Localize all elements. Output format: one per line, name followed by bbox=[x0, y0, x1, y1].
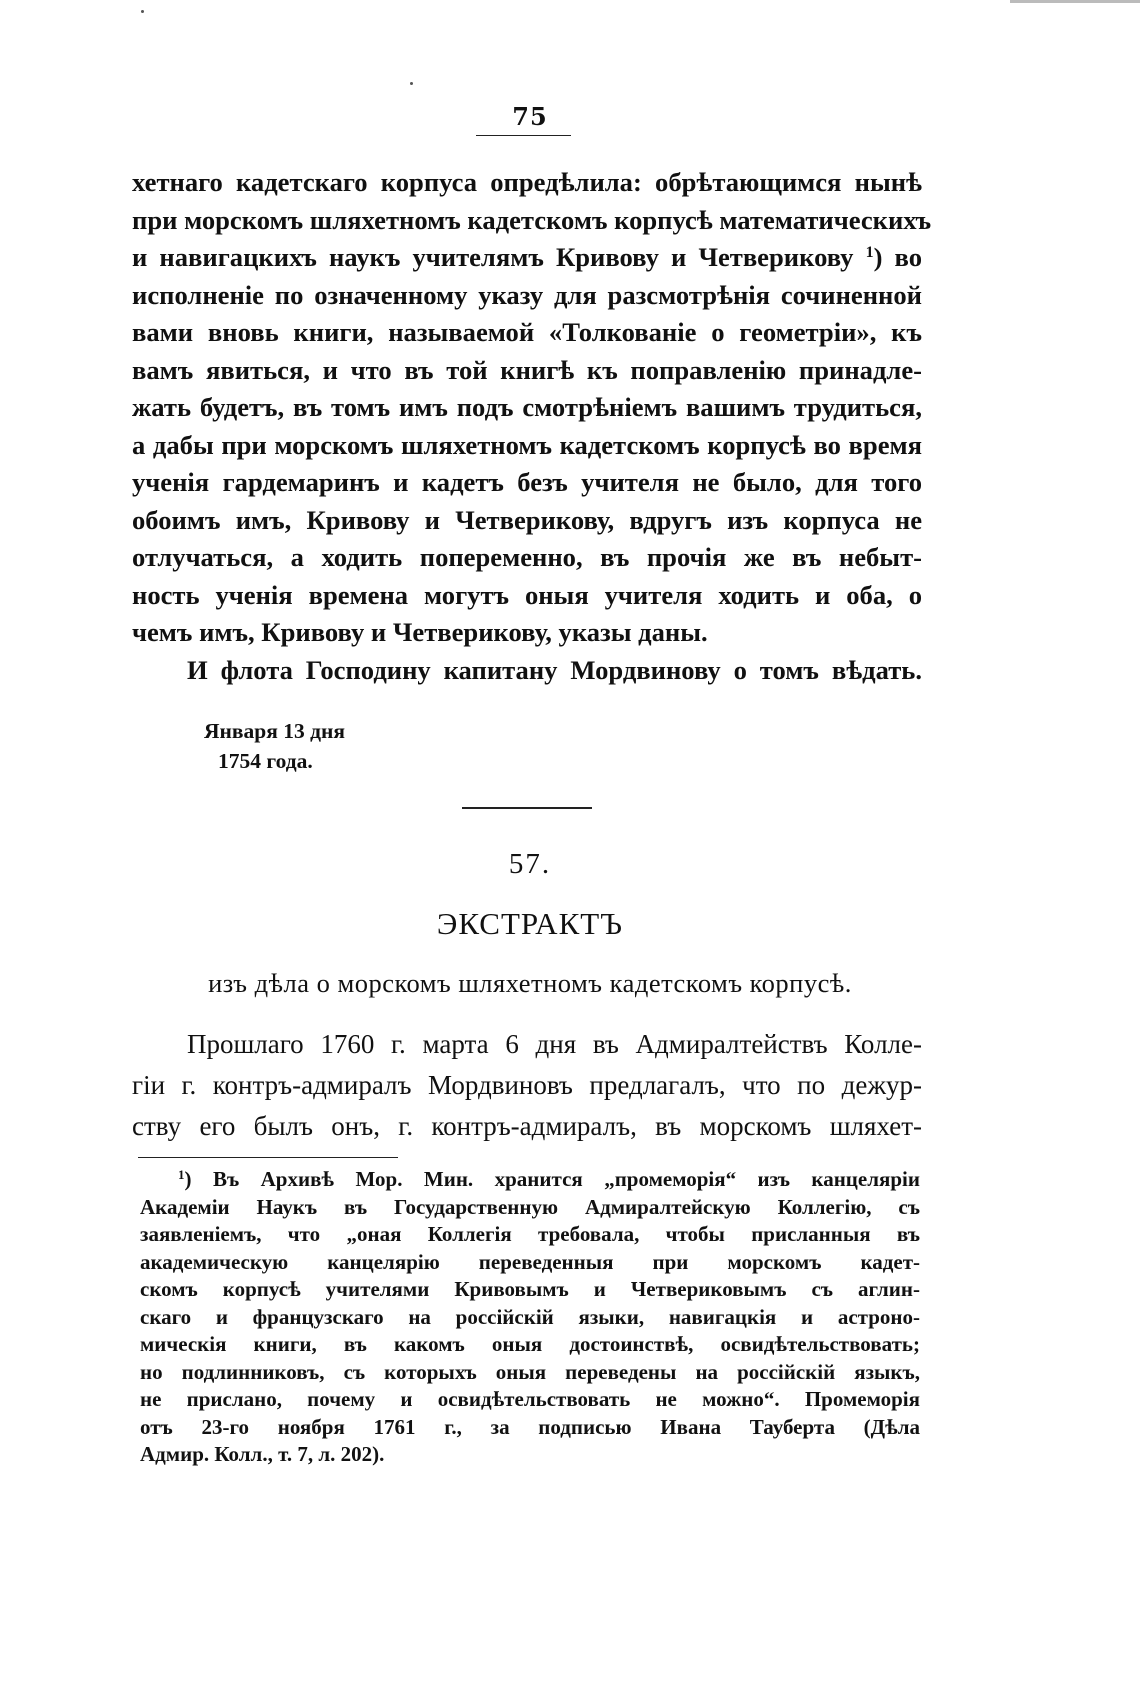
footnote-rule bbox=[138, 1157, 398, 1158]
footnote-line: не прислано, почему и освидѣтельствовать не можно“. Промеморія bbox=[140, 1387, 920, 1411]
footnote-mark: 1 bbox=[178, 1167, 185, 1182]
document-subtitle: изъ дѣла о морскомъ шляхетномъ кадетскомъ корпусѣ. bbox=[208, 968, 852, 998]
page-number-rule bbox=[476, 135, 571, 136]
document-title: ЭКСТРАКТЪ bbox=[436, 906, 624, 941]
text-line: ству его былъ онъ, г. контръ-адмиралъ, въ морскомъ шляхет- bbox=[132, 1111, 922, 1141]
document-number: 57. bbox=[508, 848, 552, 880]
footnote bbox=[140, 1166, 920, 1469]
footnote-line: мическія книги, въ какомъ оныя достоинствѣ, освидѣтельствовать; bbox=[140, 1332, 920, 1356]
text-line: Прошлаго 1760 г. марта 6 дня въ Адмиралтействъ Колле- bbox=[187, 1029, 922, 1059]
footnote-line-content: ) Въ Архивѣ Мор. Мин. хранится „промеморія“ изъ канцеляріи bbox=[184, 1167, 920, 1191]
text-line: обоимъ имъ, Кривову и Четверикову, вдругъ изъ корпуса не bbox=[132, 504, 922, 535]
closing-line: И флота Господину капитану Мордвинову о томъ вѣдать. bbox=[187, 654, 922, 685]
text-line: чемъ имъ, Кривову и Четверикову, указы даны. bbox=[132, 617, 708, 647]
text-line: вами вновь книги, называемой «Толкованіе о геометріи», къ bbox=[132, 317, 922, 347]
paragraph-continued bbox=[132, 164, 932, 689]
text-line: вамъ явиться, и что въ той книгѣ къ поправленію принадле- bbox=[132, 354, 922, 385]
text-line: отлучаться, а ходить попеременно, въ прочія же въ небыт- bbox=[132, 542, 922, 572]
footnote-line: скомъ корпусѣ учителями Кривовымъ и Четвериковымъ съ аглин- bbox=[140, 1277, 920, 1301]
document-body bbox=[132, 1024, 922, 1147]
footnote-line: Адмир. Колл., т. 7, л. 202). bbox=[140, 1442, 385, 1466]
text-line: ность ученія времена могутъ оныя учителя ходить и оба, о bbox=[132, 579, 922, 610]
footnote-line: Академіи Наукъ въ Государственную Адмиралтейскую Коллегію, съ bbox=[140, 1194, 920, 1219]
page-number: 75 bbox=[512, 102, 548, 131]
footnote-line: заявленіемъ, что „оная Коллегія требовала, чтобы присланныя въ bbox=[140, 1222, 920, 1246]
text-line: ученія гардемаринъ и кадетъ безъ учителя не было, для того bbox=[132, 467, 922, 497]
section-divider bbox=[462, 807, 592, 809]
text-line bbox=[132, 239, 922, 277]
footnote-line: но подлинниковъ, съ которыхъ оныя переведены на россійскій языкъ, bbox=[140, 1359, 920, 1384]
scan-edge-mark bbox=[1010, 0, 1140, 3]
text-line-content: и навигацкихъ наукъ учителямъ Кривову и Четверикову bbox=[132, 242, 854, 272]
year-line: 1754 года. bbox=[218, 749, 313, 773]
footnote-line: отъ 23-го ноября 1761 г., за подписью Ивана Тауберта (Дѣла bbox=[140, 1414, 920, 1439]
footnote-reference[interactable]: 1 bbox=[865, 244, 874, 261]
footnote-line: скаго и французскаго на россійскій языки, навигацкія и астроно- bbox=[140, 1304, 920, 1329]
text-line: при морскомъ шляхетномъ кадетскомъ корпусѣ математическихъ bbox=[132, 204, 932, 235]
scan-speck bbox=[141, 10, 144, 13]
text-line: гіи г. контръ-адмиралъ Мордвиновъ предлагалъ, что по дежур- bbox=[132, 1070, 922, 1100]
text-line: жать будетъ, въ томъ имъ подъ смотрѣніемъ вашимъ трудиться, bbox=[132, 392, 922, 422]
footnote-line: академическую канцелярію переведенныя при морскомъ кадет- bbox=[140, 1249, 920, 1274]
footnote-line bbox=[140, 1166, 920, 1194]
scan-speck bbox=[410, 82, 413, 85]
text-line-tail: ) во bbox=[873, 242, 923, 272]
date-block bbox=[204, 716, 345, 776]
text-line: исполненіе по означенному указу для разсмотрѣнія сочиненной bbox=[132, 279, 922, 310]
text-line: а дабы при морскомъ шляхетномъ кадетскомъ корпусѣ во время bbox=[132, 429, 922, 460]
date-line: Января 13 дня bbox=[204, 719, 346, 743]
text-line: хетнаго кадетскаго корпуса опредѣлила: обрѣтающимся нынѣ bbox=[132, 167, 922, 197]
